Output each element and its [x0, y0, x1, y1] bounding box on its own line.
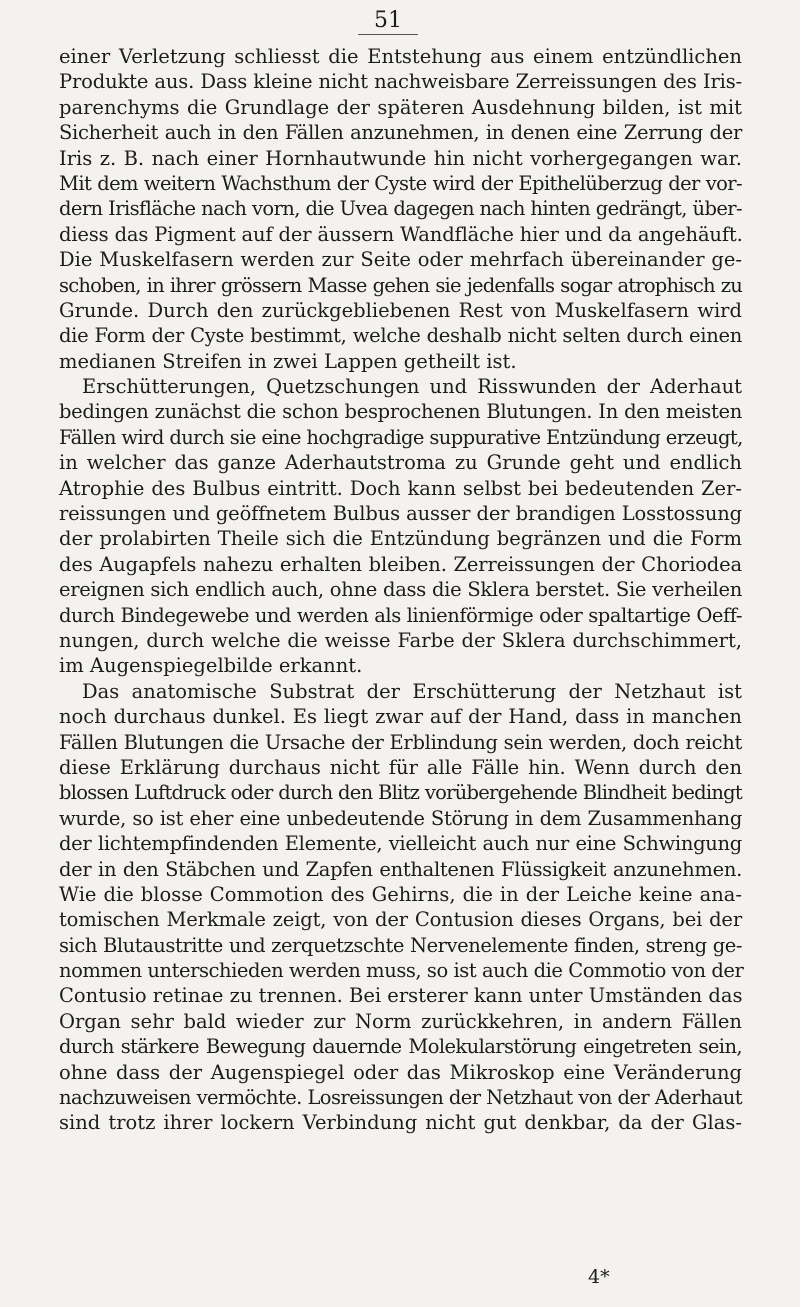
text-line: diess das Pigment auf der äussern Wandfläche hier und da angehäuft.	[59, 222, 743, 246]
text-line: nachzuweisen vermöchte. Losreissungen der Netzhaut von der Aderhaut	[59, 1086, 742, 1110]
text-line: Grunde. Durch den zurückgebliebenen Rest von Muskelfasern wird	[59, 298, 742, 322]
text-line: bedingen zunächst die schon besprochenen Blutungen. In den meisten	[59, 400, 742, 424]
text-line: sich Blutaustritte und zerquetzschte Nervenelemente finden, streng ge-	[59, 933, 742, 957]
text-line: ereignen sich endlich auch, ohne dass die Sklera berstet. Sie verheilen	[59, 578, 742, 602]
text-line: die Form der Cyste bestimmt, welche deshalb nicht selten durch einen	[59, 324, 742, 348]
text-line: Fällen Blutungen die Ursache der Erblindung sein werden, doch reicht	[59, 730, 742, 754]
signature-mark: 4*	[588, 1266, 610, 1288]
text-line: Produkte aus. Dass kleine nicht nachweisbare Zerreissungen des Iris-	[59, 70, 742, 94]
text-line: ohne dass der Augenspiegel oder das Mikroskop eine Veränderung	[59, 1060, 742, 1084]
text-line: in welcher das ganze Aderhautstroma zu Grunde geht und endlich	[59, 451, 742, 475]
text-line: Die Muskelfasern werden zur Seite oder mehrfach übereinander ge-	[59, 248, 742, 272]
text-line: der lichtempfindenden Elemente, vielleicht auch nur eine Schwingung	[59, 832, 742, 856]
text-line: nungen, durch welche die weisse Farbe der Sklera durchschimmert,	[59, 628, 742, 652]
text-line: parenchyms die Grundlage der späteren Ausdehnung bilden, ist mit	[59, 95, 742, 119]
text-line: Sicherheit auch in den Fällen anzunehmen, in denen eine Zerrung der	[59, 121, 742, 145]
text-line: Organ sehr bald wieder zur Norm zurückkehren, in andern Fällen	[59, 1009, 742, 1033]
text-line: Wie die blosse Commotion des Gehirns, die in der Leiche keine ana-	[59, 882, 742, 906]
text-line: sind trotz ihrer lockern Verbindung nicht gut denkbar, da der Glas-	[59, 1111, 742, 1135]
text-line: durch stärkere Bewegung dauernde Molekularstörung eingetreten sein,	[59, 1035, 742, 1059]
text-line: wurde, so ist eher eine unbedeutende Störung in dem Zusammenhang	[59, 806, 742, 830]
text-line: Fällen wird durch sie eine hochgradige suppurative Entzündung erzeugt,	[59, 425, 743, 449]
body-text	[59, 44, 742, 1136]
text-line: dern Irisfläche nach vorn, die Uvea dagegen nach hinten gedrängt, über-	[59, 197, 742, 221]
text-line: des Augapfels nahezu erhalten bleiben. Zerreissungen der Choriodea	[59, 552, 742, 576]
text-line: diese Erklärung durchaus nicht für alle Fälle hin. Wenn durch den	[59, 755, 742, 779]
text-line: Erschütterungen, Quetzschungen und Risswunden der Aderhaut	[82, 375, 742, 399]
text-line: noch durchaus dunkel. Es liegt zwar auf der Hand, dass in manchen	[59, 705, 742, 729]
text-line: tomischen Merkmale zeigt, von der Contusion dieses Organs, bei der	[59, 908, 742, 932]
text-line: Das anatomische Substrat der Erschütterung der Netzhaut ist	[82, 679, 742, 703]
text-line: der in den Stäbchen und Zapfen enthaltenen Flüssigkeit anzunehmen.	[59, 857, 742, 881]
text-line: im Augenspiegelbilde erkannt.	[59, 654, 363, 678]
text-line: einer Verletzung schliesst die Entstehung aus einem entzündlichen	[59, 45, 742, 68]
text-line: schoben, in ihrer grössern Masse gehen sie jedenfalls sogar atrophisch zu	[59, 273, 742, 297]
page-number: 51	[358, 8, 418, 35]
text-line: durch Bindegewebe und werden als linienförmige oder spaltartige Oeff-	[59, 603, 742, 627]
text-line: Mit dem weitern Wachsthum der Cyste wird der Epithelüberzug der vor-	[59, 171, 742, 195]
text-line: Atrophie des Bulbus eintritt. Doch kann selbst bei bedeutenden Zer-	[59, 476, 742, 500]
text-line: Contusio retinae zu trennen. Bei ersterer kann unter Umständen das	[59, 984, 743, 1008]
text-line: medianen Streifen in zwei Lappen getheilt ist.	[59, 349, 517, 373]
text-line: reissungen und geöffnetem Bulbus ausser der brandigen Losstossung	[59, 502, 742, 526]
text-line: blossen Luftdruck oder durch den Blitz vorübergehende Blindheit bedingt	[59, 781, 742, 805]
text-line: der prolabirten Theile sich die Entzündung begränzen und die Form	[59, 527, 742, 551]
text-line: nommen unterschieden werden muss, so ist auch die Commotio von der	[59, 959, 744, 983]
text-line: Iris z. B. nach einer Hornhautwunde hin nicht vorhergegangen war.	[59, 146, 742, 170]
